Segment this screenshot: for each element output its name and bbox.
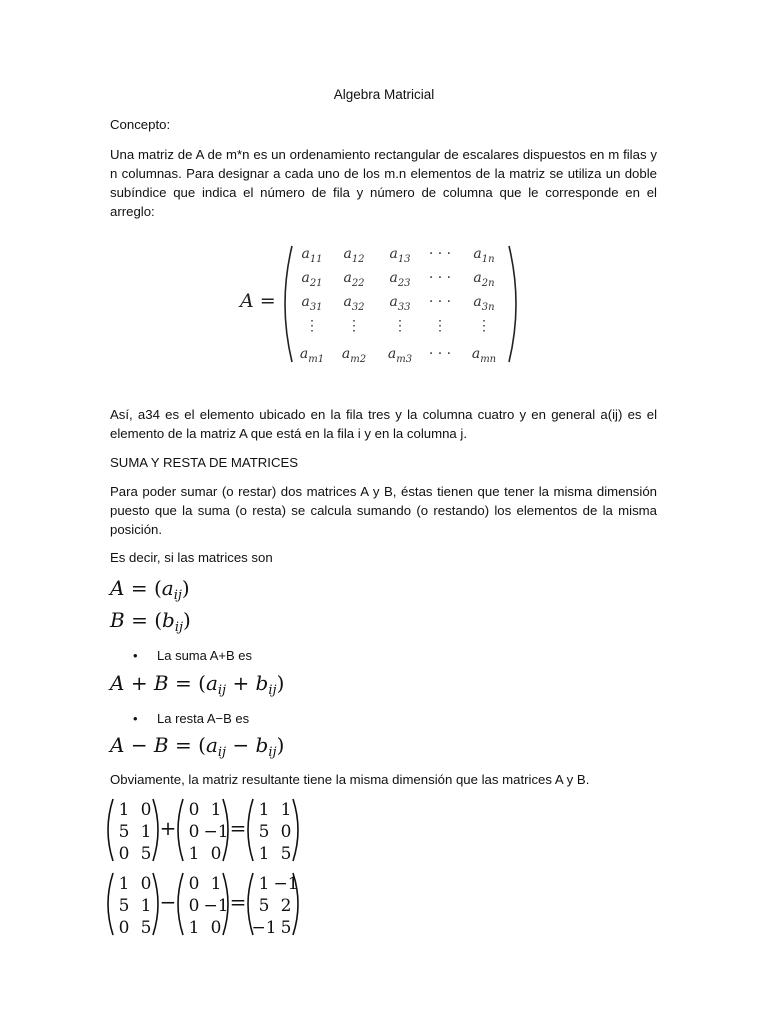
document-title: Algebra Matricial bbox=[333, 87, 435, 102]
matrix-a-entry: $a_{11}$ bbox=[301, 246, 323, 265]
matrix-entry: 0 bbox=[280, 822, 292, 842]
matrix-entry: −1 bbox=[251, 918, 277, 938]
matrix-a-entry: $a_{22}$ bbox=[343, 270, 365, 289]
matrix-entry: 5 bbox=[280, 918, 292, 938]
matrix-a-entry: $a_{m1}$ bbox=[299, 346, 325, 365]
matrix-left-paren bbox=[108, 799, 113, 861]
matrix-entry: 1 bbox=[258, 874, 270, 894]
matrix-right-paren bbox=[153, 799, 158, 861]
matrix-entry: 0 bbox=[210, 844, 222, 864]
section-heading: SUMA Y RESTA DE MATRICES bbox=[110, 455, 299, 470]
matrix-a-entry: $a_{32}$ bbox=[343, 294, 365, 313]
matrix-entry: 1 bbox=[258, 800, 270, 820]
equals-symbol: = bbox=[229, 816, 247, 840]
formula-sum: $A + B = (a_{ij} + b_{ij})$ bbox=[110, 671, 285, 698]
concept-paragraph: Una matriz de A de m*n es un ordenamiento rectangular de escalares dispuestos en m filas y n columnas. Para designar a cada uno de los m.n elementos de la matriz se utiliza un doble subíndice que indica el número de fila y número de columna que le corresponde en el arreglo: bbox=[110, 147, 657, 219]
matrix-a-entry: $a_{3n}$ bbox=[473, 294, 495, 313]
matrix-entry: 1 bbox=[210, 874, 222, 894]
right-paren bbox=[509, 246, 516, 362]
matrix-entry: 2 bbox=[280, 896, 292, 916]
matrix-entry: 1 bbox=[118, 800, 130, 820]
bullet-dot: • bbox=[133, 711, 138, 726]
matrix-entry: 1 bbox=[140, 822, 152, 842]
matrix-a-entry: ⋮ bbox=[433, 318, 447, 334]
formula-b-def: $B = (b_{ij})$ bbox=[110, 608, 191, 635]
matrix-right-paren bbox=[153, 873, 158, 935]
bullet-dot: • bbox=[133, 648, 138, 663]
matrix-a-entry: $a_{12}$ bbox=[343, 246, 365, 265]
matrix-entry: 1 bbox=[210, 800, 222, 820]
matrix-entry: 5 bbox=[140, 844, 152, 864]
matrix-left-paren bbox=[108, 873, 113, 935]
matrix-a-entry: $a_{31}$ bbox=[301, 294, 323, 313]
matrix-entry: 0 bbox=[140, 800, 152, 820]
concepto-heading: Concepto: bbox=[110, 117, 171, 132]
operator-symbol: + bbox=[159, 816, 177, 840]
example-sum-figure bbox=[105, 796, 375, 864]
matrix-entry: 5 bbox=[118, 896, 130, 916]
matrix-entry: 5 bbox=[258, 896, 270, 916]
matrix-a-entry: · · · bbox=[428, 294, 452, 310]
matrix-entry: 5 bbox=[280, 844, 292, 864]
sum-description-paragraph: Para poder sumar (o restar) dos matrices A y B, éstas tienen que tener la misma dimensión puesto que la suma (o resta) se calcula sumando (o restando) los elementos de la misma posición. bbox=[110, 484, 657, 537]
matrix-entry: 0 bbox=[140, 874, 152, 894]
operator-symbol: − bbox=[159, 890, 177, 914]
matrix-a-entry: ⋮ bbox=[393, 318, 407, 334]
element-description-paragraph: Así, a34 es el elemento ubicado en la fila tres y la columna cuatro y en general a(ij) es el elemento de la matriz A que está en la fila i y en la columna j. bbox=[110, 407, 657, 441]
matrix-a-entry: · · · bbox=[428, 270, 452, 286]
example-sum-group bbox=[108, 799, 298, 864]
matrix-a-entry: $a_{mn}$ bbox=[471, 346, 497, 365]
bullet-resta-text: La resta A−B es bbox=[157, 711, 250, 726]
matrix-lhs: A = bbox=[240, 290, 276, 312]
matrix-entry: 0 bbox=[188, 822, 200, 842]
matrix-left-paren bbox=[178, 873, 183, 935]
matrix-entry: 1 bbox=[188, 918, 200, 938]
matrix-a-entry: $a_{m2}$ bbox=[341, 346, 367, 365]
obviamente-text: Obviamente, la matriz resultante tiene la misma dimensión que las matrices A y B. bbox=[110, 772, 590, 787]
matrix-right-paren bbox=[293, 799, 298, 861]
general-matrix-figure bbox=[230, 240, 530, 368]
example-difference-figure bbox=[105, 870, 375, 938]
matrix-a-entry: $a_{2n}$ bbox=[473, 270, 495, 289]
matrix-entry: −1 bbox=[273, 874, 299, 894]
formula-a-def: $A = (a_{ij})$ bbox=[110, 576, 190, 603]
matrix-entry: −1 bbox=[203, 896, 229, 916]
matrix-a-entry: $a_{21}$ bbox=[301, 270, 323, 289]
matrix-a-entry: $a_{13}$ bbox=[389, 246, 411, 265]
matrix-a-entry: · · · bbox=[428, 246, 452, 262]
matrix-entry: 1 bbox=[280, 800, 292, 820]
matrix-entry: 0 bbox=[118, 844, 130, 864]
matrix-a-entry: ⋮ bbox=[477, 318, 491, 334]
matrix-a-entry: ⋮ bbox=[305, 318, 319, 334]
example-difference-group bbox=[108, 873, 299, 938]
matrix-a-entry: $a_{33}$ bbox=[389, 294, 411, 313]
left-paren bbox=[285, 246, 292, 362]
matrix-entry: 1 bbox=[258, 844, 270, 864]
matrix-entry: 0 bbox=[188, 874, 200, 894]
matrix-a-entry: $a_{m3}$ bbox=[387, 346, 413, 365]
formula-difference: $A - B = (a_{ij} - b_{ij})$ bbox=[110, 733, 285, 760]
matrix-left-paren bbox=[178, 799, 183, 861]
matrix-left-paren bbox=[248, 799, 253, 861]
bullet-suma-text: La suma A+B es bbox=[157, 648, 253, 663]
matrix-entry: 5 bbox=[140, 918, 152, 938]
equals-symbol: = bbox=[229, 890, 247, 914]
matrix-entry: 1 bbox=[188, 844, 200, 864]
matrix-entry: −1 bbox=[203, 822, 229, 842]
matrix-a-entry: ⋮ bbox=[347, 318, 361, 334]
matrix-entry: 0 bbox=[188, 800, 200, 820]
matrix-a-entry: $a_{1n}$ bbox=[473, 246, 495, 265]
matrix-entry: 1 bbox=[140, 896, 152, 916]
matrix-entry: 1 bbox=[118, 874, 130, 894]
es-decir-text: Es decir, si las matrices son bbox=[110, 550, 273, 565]
matrix-entry: 0 bbox=[118, 918, 130, 938]
matrix-entry: 5 bbox=[258, 822, 270, 842]
matrix-a-entry: $a_{23}$ bbox=[389, 270, 411, 289]
matrix-entry: 0 bbox=[210, 918, 222, 938]
matrix-a-entry: · · · bbox=[428, 346, 452, 362]
matrix-entry: 5 bbox=[118, 822, 130, 842]
matrix-entry: 0 bbox=[188, 896, 200, 916]
matrix-a-cells bbox=[300, 246, 496, 365]
